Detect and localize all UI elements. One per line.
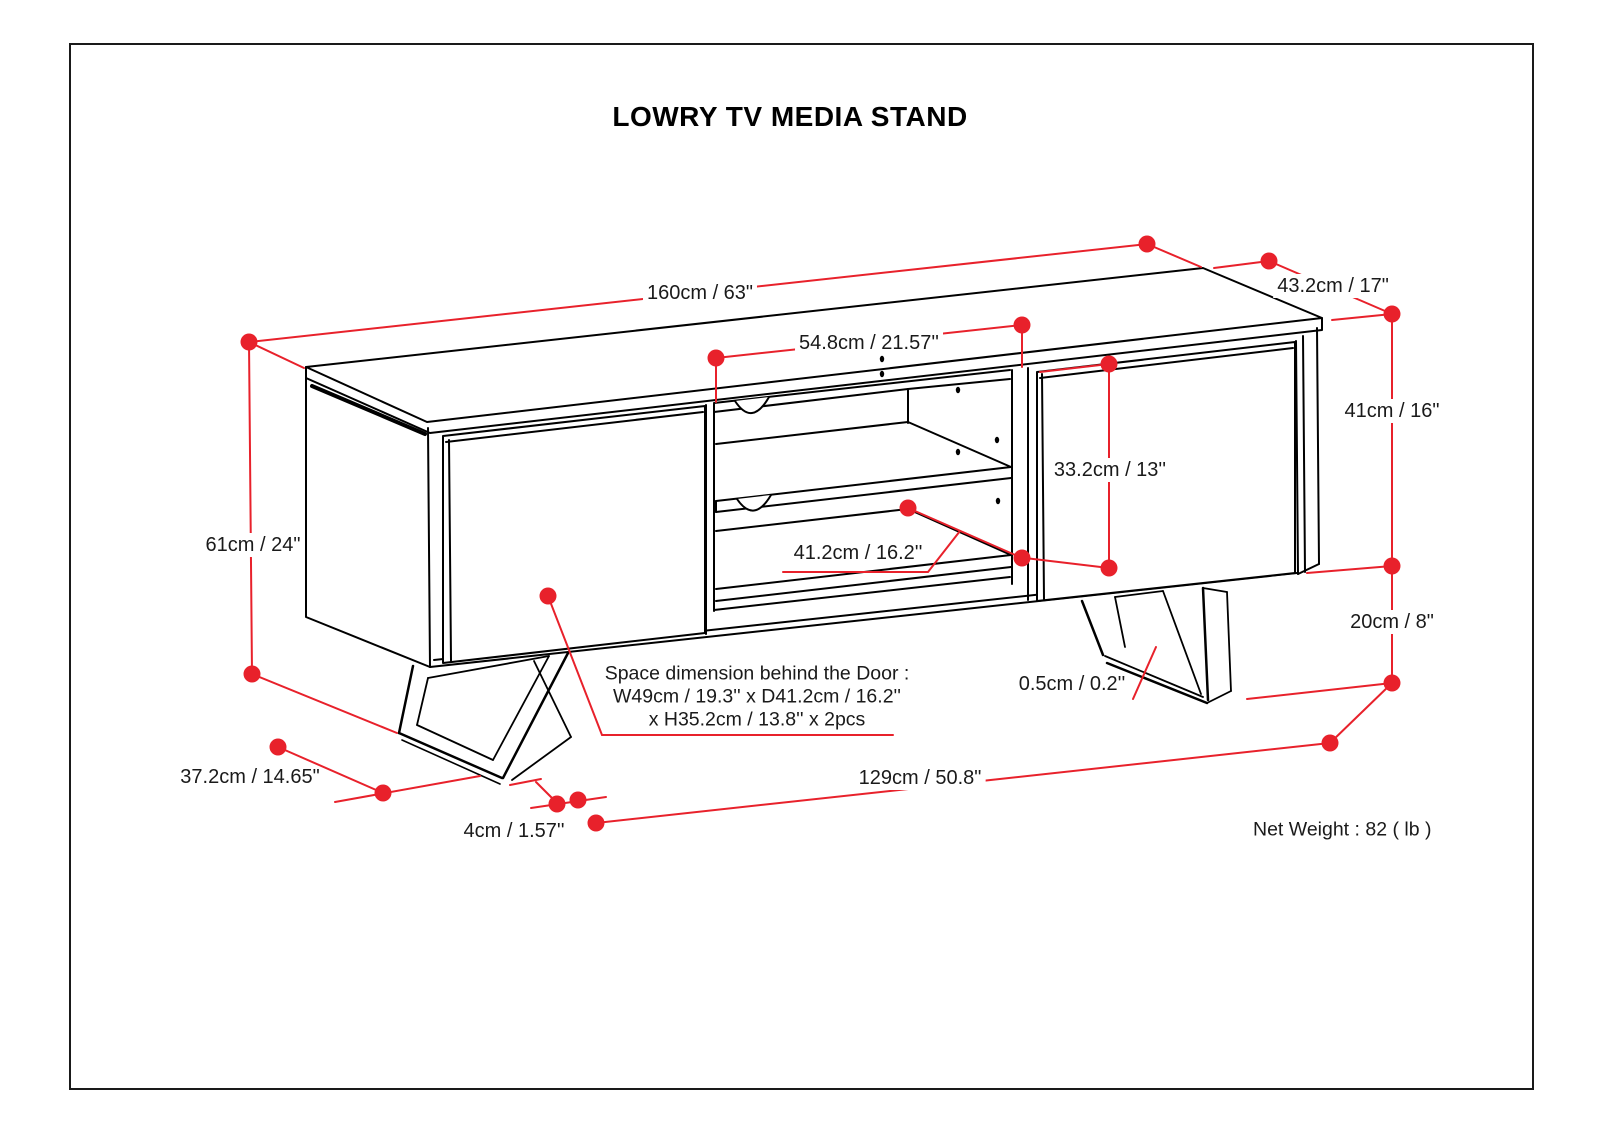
right-side-edge-b (1317, 328, 1319, 564)
label-top-width: 160cm / 63" (643, 281, 757, 305)
label-interior-depth: 41.2cm / 16.2'' (793, 542, 923, 564)
label-top-depth: 43.2cm / 17" (1273, 274, 1393, 298)
label-opening-width: 54.8cm / 21.57'' (795, 331, 943, 355)
left-side-panel (306, 378, 430, 667)
left-leg (399, 653, 571, 784)
left-door (443, 406, 705, 663)
label-total-height: 61cm / 24" (202, 533, 305, 557)
front-left-edge (428, 428, 430, 667)
dim-metal-thickness-05 (1133, 647, 1156, 699)
note-line-3: x H35.2cm / 13.8'' x 2pcs (648, 708, 866, 731)
note-line-1: Space dimension behind the Door : (604, 662, 910, 685)
space-dimension-note (605, 663, 910, 732)
label-leg-bar-width: 4cm / 1.57'' (463, 820, 565, 842)
right-side-edge-a (1303, 336, 1305, 572)
label-cabinet-height: 41cm / 16" (1341, 399, 1444, 423)
page-title: LOWRY TV MEDIA STAND (612, 101, 968, 132)
dim-cabinet-height-41 (1307, 314, 1392, 573)
label-leg-footprint: 37.2cm / 14.65" (180, 766, 320, 788)
front-right-edge (1296, 341, 1298, 574)
label-opening-height: 33.2cm / 13'' (1050, 458, 1170, 482)
label-metal-thickness: 0.5cm / 0.2'' (1018, 673, 1126, 695)
label-leg-span: 129cm / 50.8" (855, 766, 986, 790)
label-leg-height: 20cm / 8" (1346, 610, 1438, 634)
net-weight-text: Net Weight : 82 ( lb ) (1253, 818, 1432, 841)
note-line-2: W49cm / 19.3'' x D41.2cm / 16.2'' (612, 685, 901, 708)
